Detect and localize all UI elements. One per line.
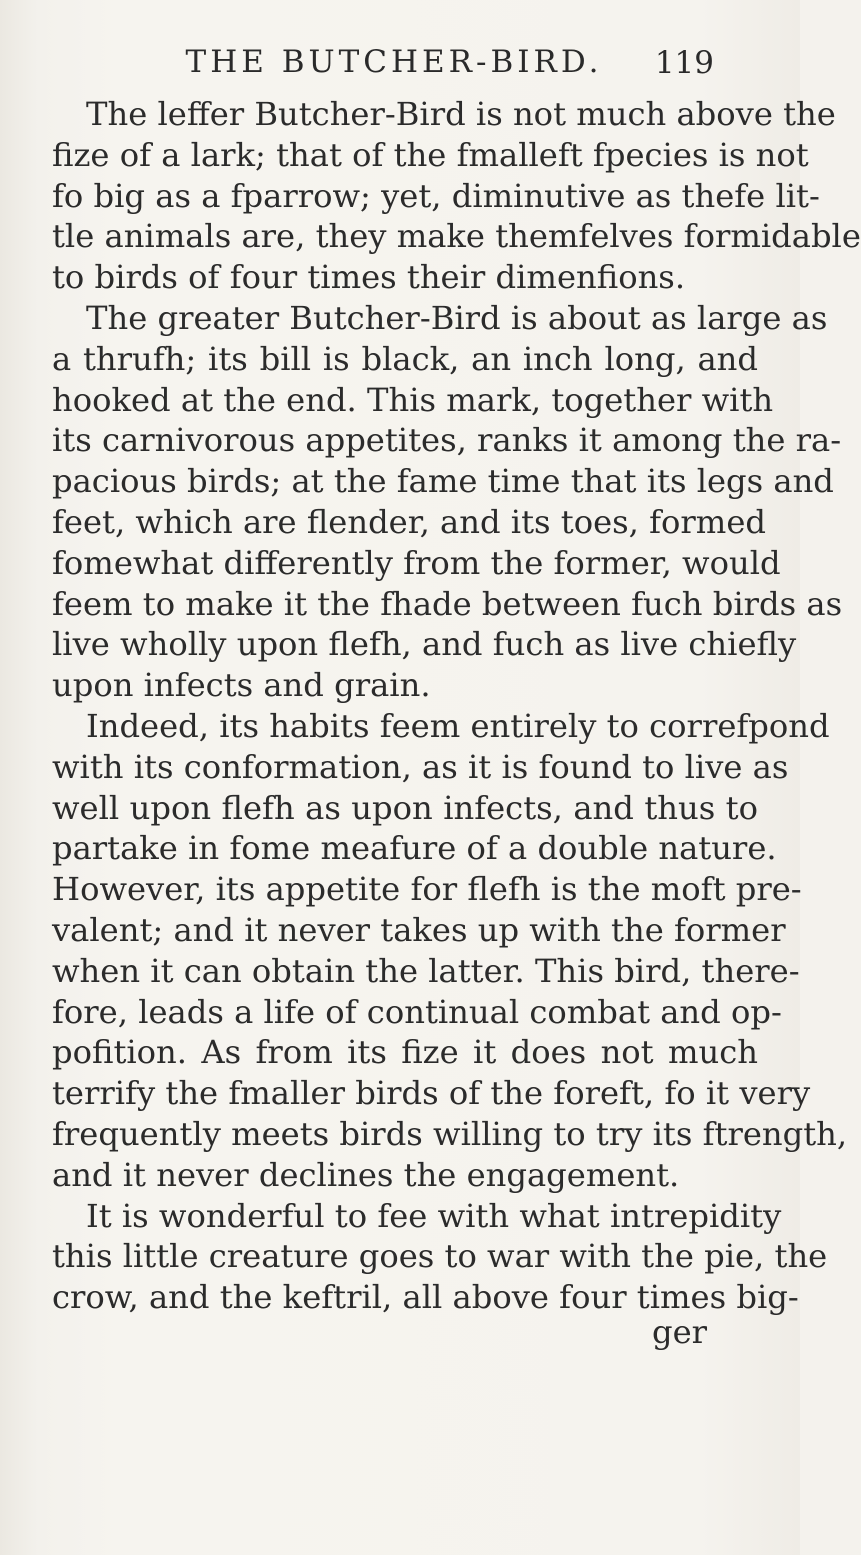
- text-line: partake in fome meafure of a double nature.: [52, 829, 777, 868]
- text-line: The leffer Butcher-Bird is not much above the: [86, 95, 836, 133]
- text-line: hooked at the end. This mark, together with: [52, 380, 774, 419]
- text-line: Indeed, its habits feem entirely to correfpond: [86, 706, 830, 745]
- text-line: a thrufh; its bill is black, an inch long, and: [52, 339, 758, 378]
- text-line: It is wonderful to fee with what intrepidity: [86, 1196, 782, 1235]
- text-line: when it can obtain the latter. This bird, there-: [52, 951, 800, 990]
- text-line: terrify the fmaller birds of the foreft, fo it very: [52, 1074, 811, 1113]
- text-line: tle animals are, they make themfelves formidable: [52, 217, 861, 256]
- text-line: fize of a lark; that of the fmalleft fpecies is not: [52, 135, 809, 174]
- text-line: to birds of four times their dimenfions.: [52, 258, 686, 297]
- text-line: with its conformation, as it is found to live as: [52, 747, 789, 786]
- page-number: 119: [654, 45, 714, 81]
- text-line: crow, and the keftril, all above four times big-: [52, 1278, 799, 1317]
- text-line: fore, leads a life of continual combat and op-: [52, 992, 782, 1031]
- text-line: The greater Butcher-Bird is about as large as: [86, 298, 828, 337]
- catchword: ger: [652, 1313, 708, 1351]
- text-line: its carnivorous appetites, ranks it among the ra-: [52, 421, 842, 460]
- text-line: valent; and it never takes up with the former: [52, 910, 786, 949]
- text-line: this little creature goes to war with the pie, the: [52, 1237, 828, 1276]
- body-text: [52, 94, 861, 1318]
- text-line: However, its appetite for flefh is the moft pre-: [52, 870, 802, 909]
- text-line: and it never declines the engagement.: [52, 1155, 680, 1194]
- text-line: frequently meets birds willing to try its ftrength,: [52, 1114, 848, 1153]
- text-line: fomewhat differently from the former, would: [52, 543, 781, 582]
- text-line: live wholly upon flefh, and fuch as live chiefly: [52, 625, 797, 664]
- running-head: THE BUTCHER-BIRD.: [185, 44, 603, 80]
- text-line: pofition. As from its fize it does not much: [52, 1033, 758, 1072]
- text-line: feem to make it the fhade between fuch birds as: [52, 584, 843, 623]
- text-line: feet, which are flender, and its toes, formed: [52, 502, 766, 541]
- text-line: upon infects and grain.: [52, 666, 431, 705]
- text-line: fo big as a fparrow; yet, diminutive as thefe lit-: [52, 176, 820, 215]
- text-line: well upon flefh as upon infects, and thus to: [52, 788, 758, 827]
- page-header: [94, 44, 714, 88]
- text-line: pacious birds; at the fame time that its legs and: [52, 462, 834, 501]
